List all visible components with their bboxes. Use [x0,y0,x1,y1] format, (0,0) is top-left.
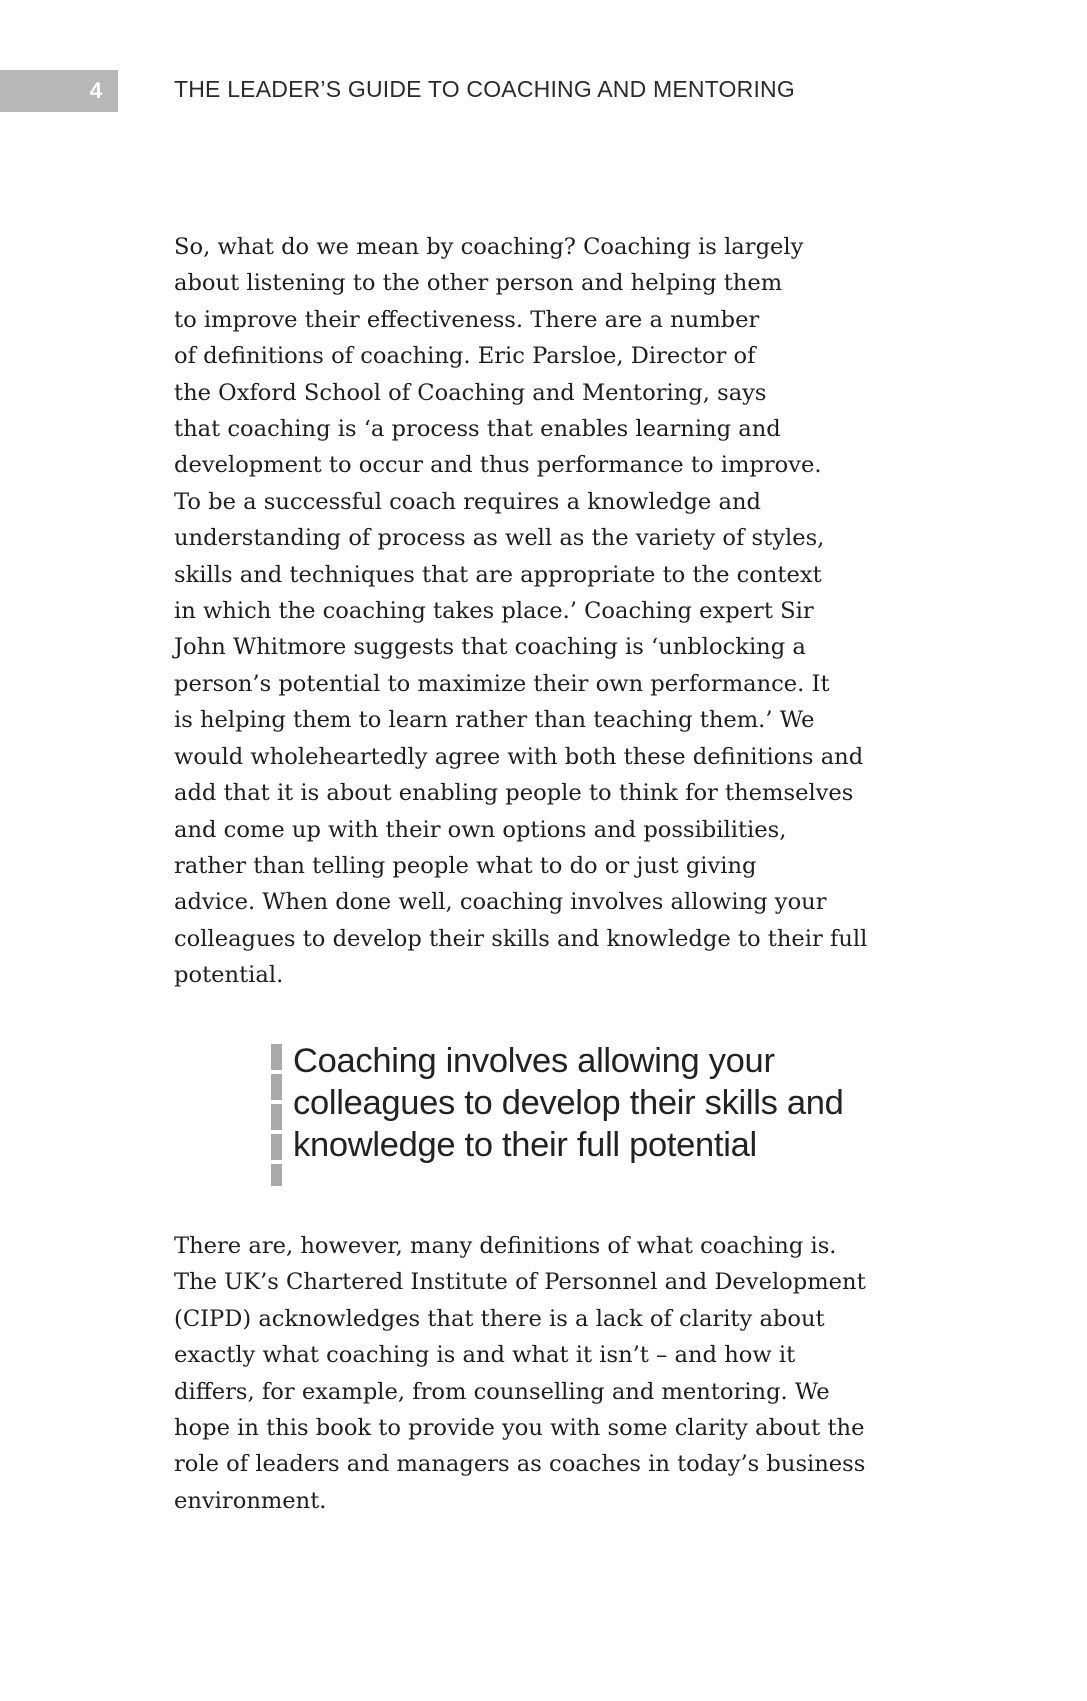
text-line: development to occur and thus performance to improve. [174,452,822,479]
pull-quote-line: knowledge to their full potential [293,1126,757,1164]
text-line: would wholeheartedly agree with both these definitions and [174,743,864,770]
text-line: potential. [174,962,284,989]
pull-quote-line: Coaching involves allowing your [293,1042,775,1080]
pull-quote-bar [271,1044,282,1186]
text-line: about listening to the other person and helping them [174,270,783,297]
text-line: There are, however, many definitions of what coaching is. [174,1233,837,1259]
text-line: environment. [174,1487,327,1514]
text-line: The UK’s Chartered Institute of Personnel and Development [174,1269,866,1296]
body-paragraph-1 [174,229,894,994]
text-line: person’s potential to maximize their own performance. It [174,670,830,697]
text-line: differs, for example, from counselling and mentoring. We [174,1378,830,1405]
text-line: add that it is about enabling people to think for themselves [174,780,854,807]
running-head-title: THE LEADER’S GUIDE TO COACHING AND MENTORING [174,76,795,102]
text-line: of definitions of coaching. Eric Parsloe, Director of [174,343,756,370]
pull-quote-line: colleagues to develop their skills and [293,1084,844,1122]
text-line: and come up with their own options and possibilities, [174,816,787,843]
text-line: (CIPD) acknowledges that there is a lack of clarity about [174,1305,825,1332]
text-line: advice. When done well, coaching involves allowing your [174,889,827,916]
body-paragraph-2 [174,1228,894,1519]
text-line: is helping them to learn rather than teaching them.’ We [174,707,815,734]
page-number-tab [0,70,118,112]
text-line: exactly what coaching is and what it isn’t – and how it [174,1342,796,1369]
page-number: 4 [89,78,102,103]
text-line: John Whitmore suggests that coaching is ‘unblocking a [174,634,806,661]
text-line: the Oxford School of Coaching and Mentoring, says [174,379,767,406]
text-line: that coaching is ‘a process that enables learning and [174,416,781,443]
text-line: to improve their effectiveness. There are a number [174,306,760,333]
text-line: To be a successful coach requires a knowledge and [174,488,761,515]
text-line: So, what do we mean by coaching? Coaching is largely [174,234,804,260]
text-line: role of leaders and managers as coaches in today’s business [174,1451,866,1478]
text-line: hope in this book to provide you with some clarity about the [174,1415,865,1442]
pull-quote-text [293,1040,844,1166]
text-line: understanding of process as well as the variety of styles, [174,525,825,552]
text-line: colleagues to develop their skills and knowledge to their full [174,925,868,952]
text-line: skills and techniques that are appropriate to the context [174,561,822,588]
text-line: in which the coaching takes place.’ Coaching expert Sir [174,598,814,625]
text-line: rather than telling people what to do or just giving [174,852,757,879]
